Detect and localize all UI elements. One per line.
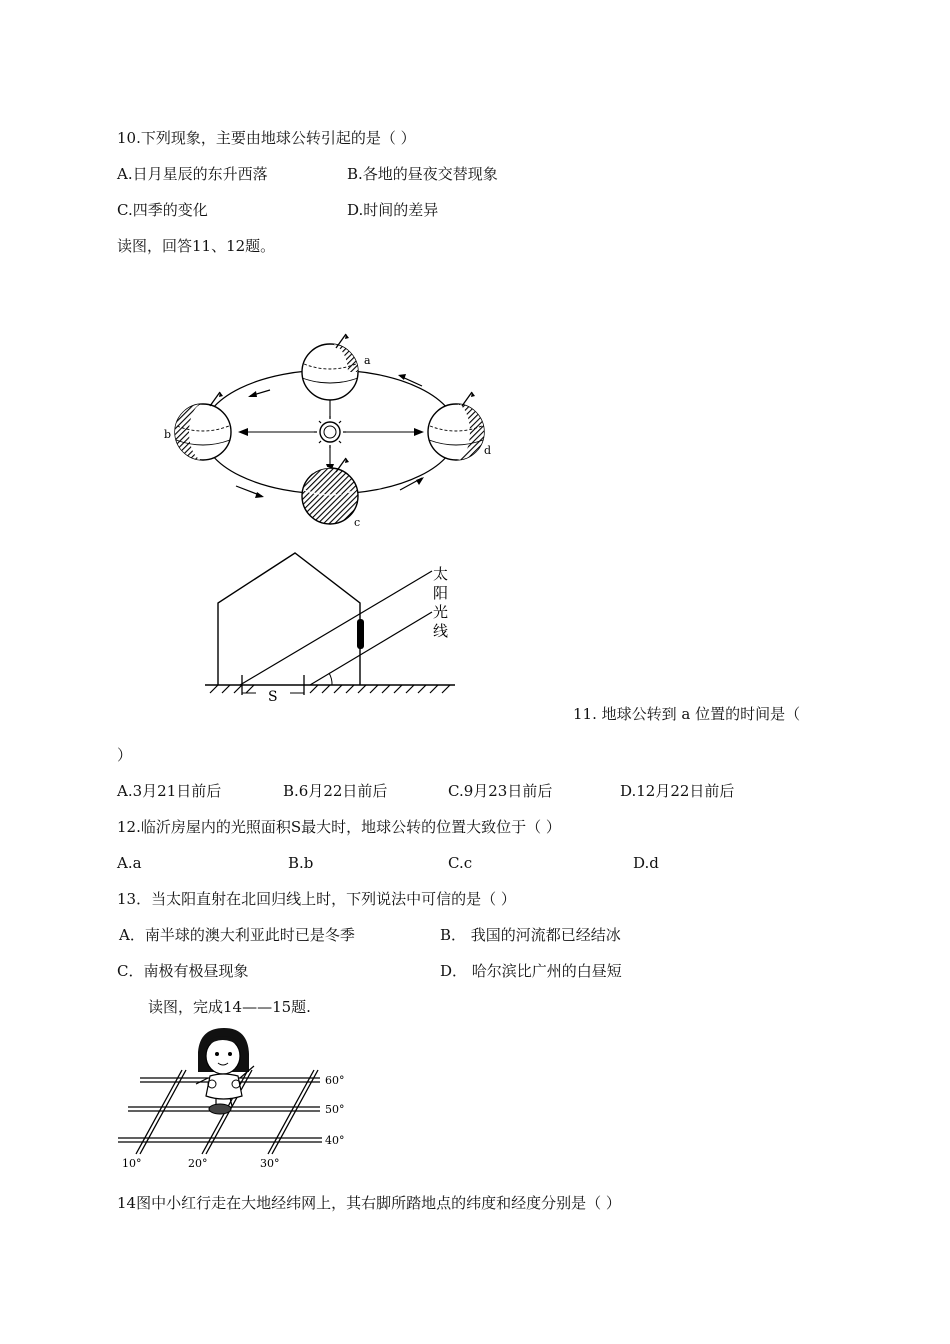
q14-stem: 14图中小红行走在大地经纬网上，其右脚所踏地点的纬度和经度分别是（ ） — [117, 1194, 621, 1212]
q10-option-b: B.各地的昼夜交替现象 — [347, 165, 498, 183]
q13-option-d: D． 哈尔滨比广州的白昼短 — [440, 962, 622, 980]
earth-position-c — [302, 458, 358, 524]
earth-orbit-diagram — [160, 330, 510, 530]
q12-option-c: C.c — [448, 854, 473, 872]
q11-stem-cont: ） — [117, 746, 133, 764]
q11-option-b: B.6月22日前后 — [283, 782, 388, 800]
lon-label-10: 10° — [122, 1157, 142, 1170]
lon-label-20: 20° — [188, 1157, 208, 1170]
lon-label-30: 30° — [260, 1157, 280, 1170]
latlong-grid-diagram — [112, 1022, 362, 1172]
q10-option-d: D.时间的差异 — [347, 201, 439, 219]
girl-figure-icon — [196, 1028, 254, 1114]
read-instruction-1: 读图，回答11、12题。 — [117, 237, 276, 255]
label-d: d — [484, 444, 492, 457]
q11-option-a: A.3月21日前后 — [117, 782, 222, 800]
q11-option-c: C.9月23日前后 — [448, 782, 553, 800]
lat-label-50: 50° — [325, 1103, 345, 1116]
label-c: c — [354, 516, 361, 529]
earth-position-d — [428, 392, 484, 460]
earth-position-b — [175, 392, 231, 460]
sun-label-char-4: 线 — [433, 622, 449, 640]
q10-option-c: C.四季的变化 — [117, 201, 208, 219]
q13-option-b: B． 我国的河流都已经结冰 — [440, 926, 621, 944]
q12-stem: 12.临沂房屋内的光照面积S最大时，地球公转的位置大致位于（ ） — [117, 818, 561, 836]
lat-label-40: 40° — [325, 1134, 345, 1147]
lat-label-60: 60° — [325, 1074, 345, 1087]
sun-label-char-3: 光 — [433, 603, 449, 621]
read-instruction-2: 读图，完成14——15题. — [148, 998, 311, 1016]
q10-stem: 10.下列现象，主要由地球公转引起的是（ ） — [117, 129, 416, 147]
q12-option-d: D.d — [633, 854, 659, 872]
q10-option-a: A.日月星辰的东升西落 — [117, 165, 268, 183]
q12-option-b: B.b — [288, 854, 314, 872]
sun-icon — [314, 416, 346, 448]
q13-stem: 13．当太阳直射在北回归线上时，下列说法中可信的是（ ） — [117, 890, 516, 908]
q12-option-a: A.a — [117, 854, 142, 872]
house-sunlight-diagram — [200, 545, 460, 710]
q11-stem: 11. 地球公转到 a 位置的时间是（ — [573, 705, 801, 723]
q13-option-c: C．南极有极昼现象 — [117, 962, 249, 980]
q13-option-a: A．南半球的澳大利亚此时已是冬季 — [119, 926, 355, 944]
q11-option-d: D.12月22日前后 — [620, 782, 735, 800]
earth-position-a — [302, 334, 358, 400]
s-label: S — [268, 689, 278, 705]
sun-label-char-2: 阳 — [433, 584, 449, 602]
label-a: a — [364, 354, 371, 367]
sun-label-char-1: 太 — [433, 565, 449, 583]
label-b: b — [164, 428, 172, 441]
